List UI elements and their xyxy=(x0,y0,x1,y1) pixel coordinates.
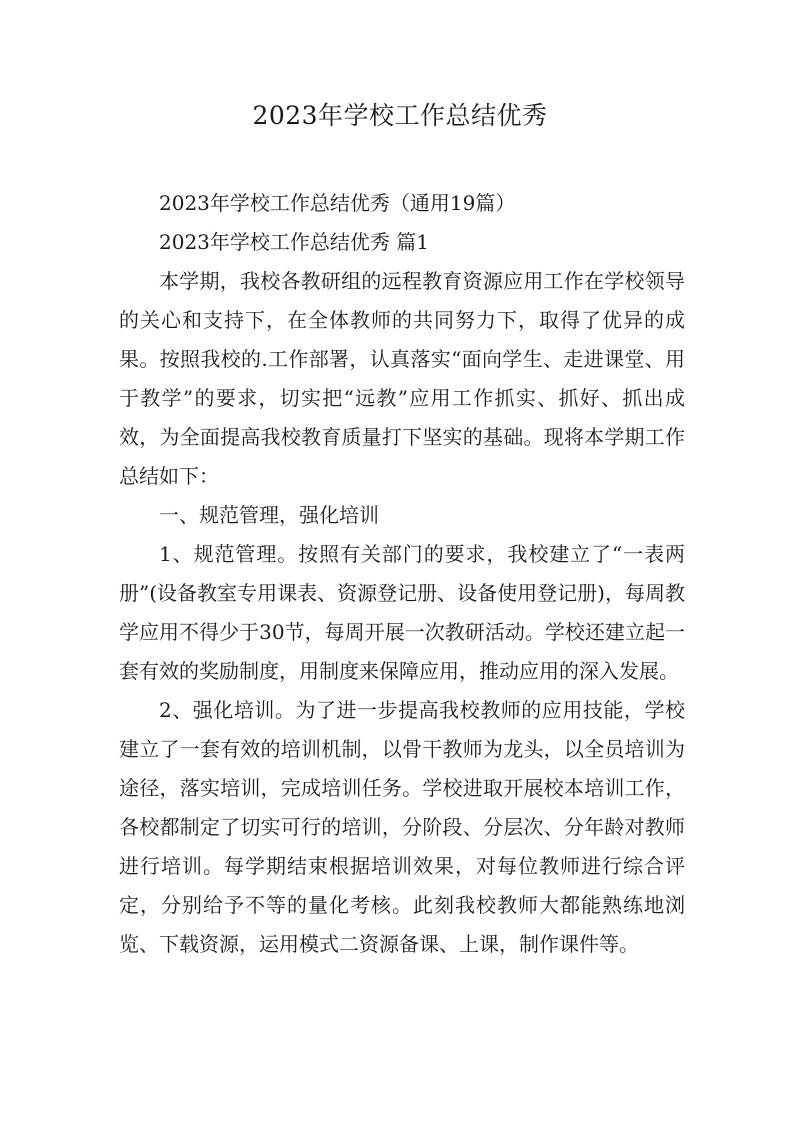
body-paragraph: 本学期，我校各教研组的远程教育资源应用工作在学校领导的关心和支持下，在全体教师的共同努力下，取得了优异的成果。按照我校的.工作部署，认真落实“面向学生、走进课堂、用于教学”的要求，切实把“远教”应用工作抓实、抓好、抓出成效，为全面提高我校教育质量打下坚实的基础。现将本学期工作总结如下： xyxy=(119,269,685,488)
body-paragraph: 1、规范管理。按照有关部门的要求，我校建立了“一表两册”(设备教室专用课表、资源登记册、设备使用登记册)，每周教学应用不得少于30节，每周开展一次教研活动。学校还建立起一套有效的奖励制度，用制度来保障应用，推动应用的深入发展。 xyxy=(119,542,685,683)
document-title: 2023年学校工作总结优秀 xyxy=(252,101,548,130)
body-paragraph: 2、强化培训。为了进一步提高我校教师的应用技能，学校建立了一套有效的培训机制，以骨干教师为龙头，以全员培训为途径，落实培训，完成培训任务。学校进取开展校本培训工作，各校都制定了切实可行的培训，分阶段、分层次、分年龄对教师进行培训。每学期结束根据培训效果，对每位教师进行综合评定，分别给予不等的量化考核。此刻我校教师大都能熟练地浏览、下载资源，运用模式二资源备课、上课，制作课件等。 xyxy=(119,698,685,956)
subsection-heading: 一、规范管理，强化培训 xyxy=(159,503,379,527)
document-body xyxy=(119,184,685,964)
section-heading: 2023年学校工作总结优秀 篇1 xyxy=(159,230,429,254)
subtitle-paragraph: 2023年学校工作总结优秀（通用19篇） xyxy=(159,191,516,215)
